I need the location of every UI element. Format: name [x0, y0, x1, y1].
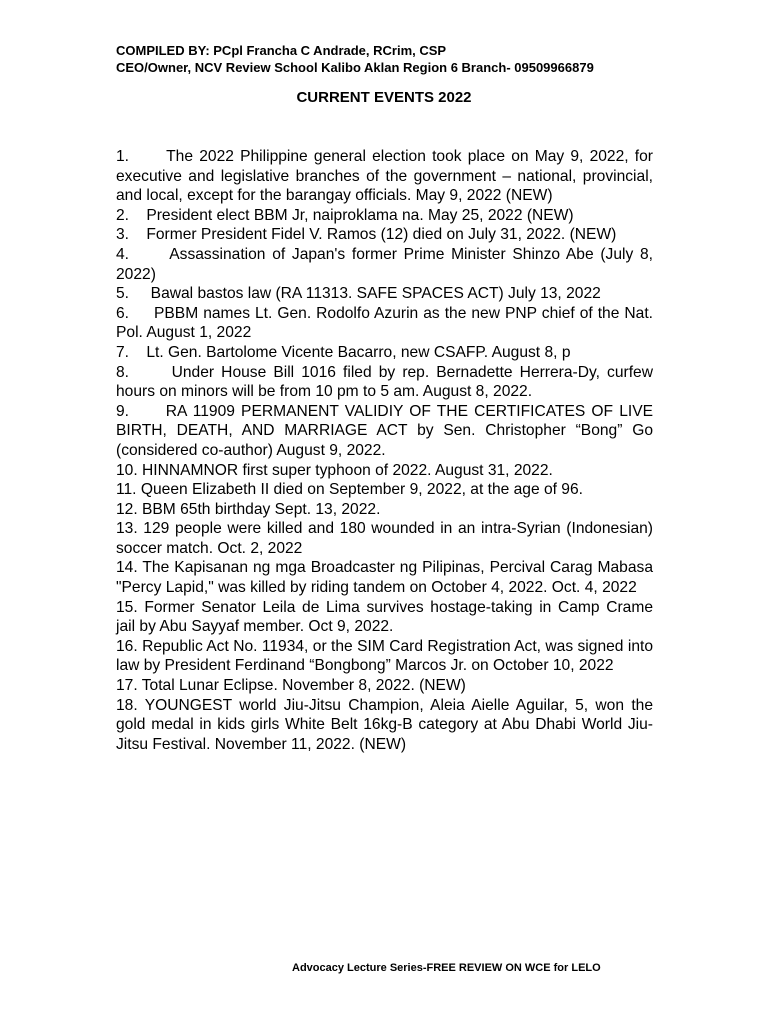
events-list — [116, 147, 653, 754]
list-item: 16. Republic Act No. 11934, or the SIM Card Registration Act, was signed into law by President Ferdinand “Bongbong” Marcos Jr. on October 10, 2022 — [116, 637, 653, 675]
list-item: 6. PBBM names Lt. Gen. Rodolfo Azurin as the new PNP chief of the Nat. Pol. August 1, 2022 — [116, 304, 653, 342]
compiled-by-line: COMPILED BY: PCpl Francha C Andrade, RCrim, CSP — [116, 43, 447, 58]
list-item: 4. Assassination of Japan's former Prime Minister Shinzo Abe (July 8, 2022) — [116, 245, 653, 283]
ceo-owner-line: CEO/Owner, NCV Review School Kalibo Aklan Region 6 Branch- 09509966879 — [116, 60, 594, 75]
document-title: CURRENT EVENTS 2022 — [296, 89, 472, 106]
list-item: 2. President elect BBM Jr, naiproklama na. May 25, 2022 (NEW) — [116, 206, 574, 224]
list-item: 10. HINNAMNOR first super typhoon of 2022. August 31, 2022. — [116, 461, 553, 479]
document-header — [116, 42, 676, 76]
list-item: 5. Bawal bastos law (RA 11313. SAFE SPACES ACT) July 13, 2022 — [116, 285, 601, 303]
list-item: 3. Former President Fidel V. Ramos (12) died on July 31, 2022. (NEW) — [116, 226, 617, 244]
list-item: 13. 129 people were killed and 180 wounded in an intra-Syrian (Indonesian) soccer match. Oct. 2, 2022 — [116, 520, 653, 557]
list-item: 8. Under House Bill 1016 filed by rep. Bernadette Herrera-Dy, curfew hours on minors will be from 10 pm to 5 am. August 8, 2022. — [116, 363, 653, 401]
list-item: 18. YOUNGEST world Jiu-Jitsu Champion, Aleia Aielle Aguilar, 5, won the gold medal in kids girls White Belt 16kg-B category at Abu Dhabi World Jiu-Jitsu Festival. November 11, 2022. (NEW) — [116, 696, 653, 753]
list-item: 15. Former Senator Leila de Lima survives hostage-taking in Camp Crame jail by Abu Sayyaf member. Oct 9, 2022. — [116, 598, 653, 636]
list-item: 14. The Kapisanan ng mga Broadcaster ng Pilipinas, Percival Carag Mabasa "Percy Lapid," was killed by riding tandem on October 4, 2022. Oct. 4, 2022 — [116, 559, 653, 597]
list-item: 9. RA 11909 PERMANENT VALIDIY OF THE CERTIFICATES OF LIVE BIRTH, DEATH, AND MARRIAGE ACT by Sen. Christopher “Bong” Go (considered co-author) August 9, 2022. — [116, 402, 653, 459]
list-item: 17. Total Lunar Eclipse. November 8, 2022. (NEW) — [116, 677, 466, 695]
list-item: 1. The 2022 Philippine general election took place on May 9, 2022, for executive and legislative branches of the government – national, provincial, and local, except for the barangay officials. May 9, 2022 (NEW) — [116, 148, 653, 205]
list-item: 7. Lt. Gen. Bartolome Vicente Bacarro, new CSAFP. August 8, p — [116, 343, 571, 361]
page-footer: Advocacy Lecture Series-FREE REVIEW ON WCE for LELO — [292, 962, 601, 974]
list-item: 12. BBM 65th birthday Sept. 13, 2022. — [116, 500, 381, 518]
list-item: 11. Queen Elizabeth II died on September 9, 2022, at the age of 96. — [116, 481, 583, 499]
